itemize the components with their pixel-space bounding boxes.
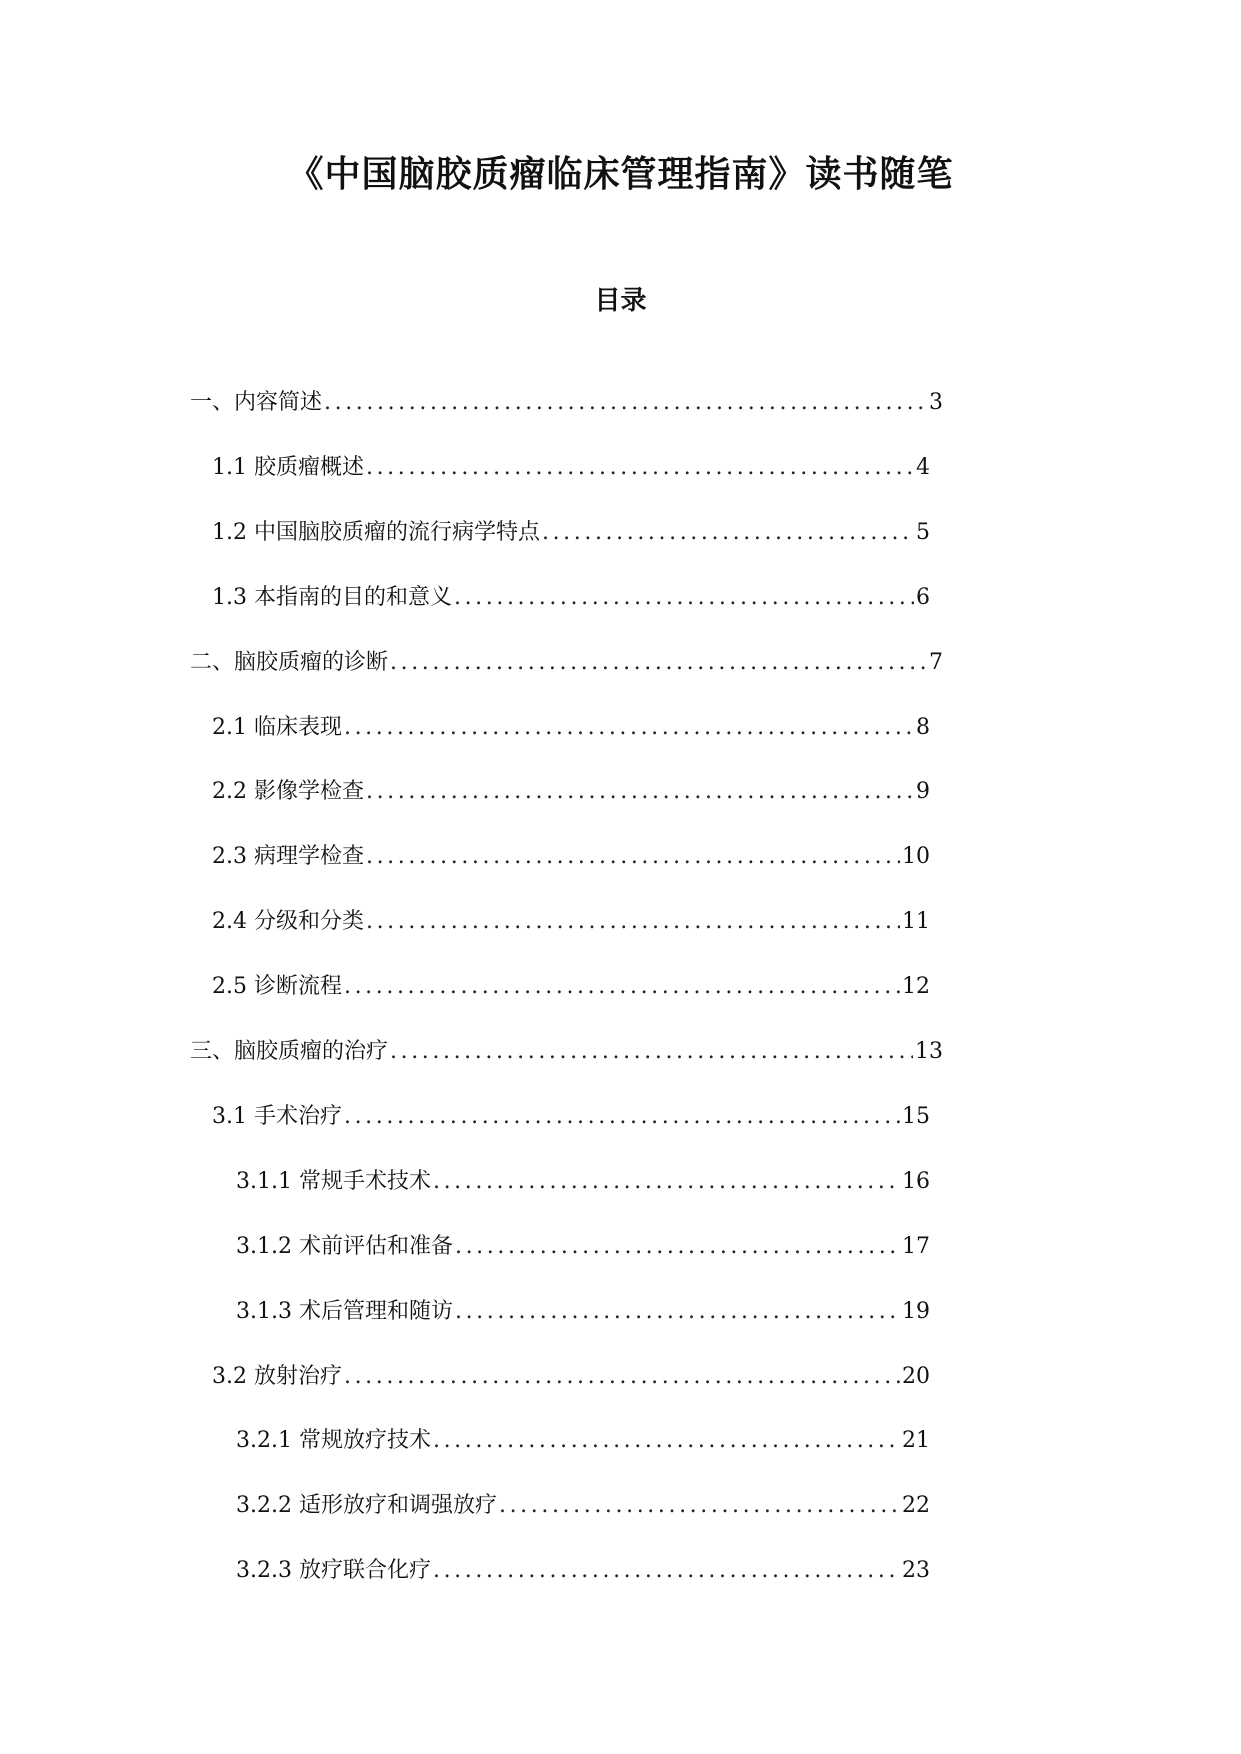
toc-entry-page-number: 21 <box>902 1428 930 1453</box>
toc-entry-page-number: 19 <box>902 1299 930 1324</box>
toc-entry[interactable] <box>236 1426 930 1456</box>
toc-dot-leader <box>344 713 914 743</box>
toc-entry-label: 二、脑胶质瘤的诊断 <box>190 650 389 675</box>
toc-entry[interactable] <box>212 1362 930 1392</box>
document-title: 《中国脑胶质瘤临床管理指南》读书随笔 <box>287 154 954 195</box>
toc-dot-leader <box>366 777 914 807</box>
toc-entry[interactable] <box>212 583 930 613</box>
toc-entry-label: 三、脑胶质瘤的治疗 <box>190 1039 389 1064</box>
toc-entry-label: 3.1.1 常规手术技术 <box>236 1169 431 1194</box>
toc-entry[interactable] <box>212 842 930 872</box>
toc-dot-leader <box>499 1491 900 1521</box>
toc-entry[interactable] <box>236 1297 930 1327</box>
toc-entry-label: 2.2 影像学检查 <box>212 779 364 804</box>
toc-dot-leader <box>454 583 914 613</box>
toc-entry-label: 2.1 临床表现 <box>212 715 342 740</box>
toc-entry-label: 2.3 病理学检查 <box>212 844 364 869</box>
toc-dot-leader <box>344 1102 900 1132</box>
toc-entry[interactable] <box>212 972 930 1002</box>
toc-dot-leader <box>390 1037 913 1067</box>
toc-entry-label: 2.5 诊断流程 <box>212 974 342 999</box>
toc-entry[interactable] <box>236 1167 930 1197</box>
toc-dot-leader <box>542 518 914 548</box>
toc-entry-label: 3.2 放射治疗 <box>212 1364 342 1389</box>
toc-dot-leader <box>433 1167 900 1197</box>
toc-entry-page-number: 9 <box>916 779 930 804</box>
toc-entry-page-number: 16 <box>902 1169 930 1194</box>
toc-entry-page-number: 4 <box>916 455 930 480</box>
toc-entry-page-number: 23 <box>902 1558 930 1583</box>
toc-dot-leader <box>366 842 900 872</box>
toc-entry[interactable] <box>236 1232 930 1262</box>
toc-dot-leader <box>324 388 927 418</box>
toc-entry-label: 1.3 本指南的目的和意义 <box>212 585 452 610</box>
toc-dot-leader <box>390 648 927 678</box>
toc-entry[interactable] <box>212 907 930 937</box>
toc-entry-label: 1.1 胶质瘤概述 <box>212 455 364 480</box>
toc-entry-page-number: 10 <box>902 844 930 869</box>
toc-entry-page-number: 6 <box>916 585 930 610</box>
toc-entry[interactable] <box>212 777 930 807</box>
toc-entry[interactable] <box>190 648 943 678</box>
toc-entry[interactable] <box>236 1491 930 1521</box>
toc-entry-label: 2.4 分级和分类 <box>212 909 364 934</box>
toc-entry-page-number: 22 <box>902 1493 930 1518</box>
toc-entry-label: 3.1.3 术后管理和随访 <box>236 1299 453 1324</box>
toc-dot-leader <box>433 1426 900 1456</box>
toc-heading: 目录 <box>594 286 647 316</box>
toc-entry-page-number: 20 <box>902 1364 930 1389</box>
toc-dot-leader <box>344 1362 900 1392</box>
toc-dot-leader <box>433 1556 900 1586</box>
toc-dot-leader <box>455 1232 900 1262</box>
toc-entry-label: 1.2 中国脑胶质瘤的流行病学特点 <box>212 520 540 545</box>
toc-entry-page-number: 3 <box>929 390 943 415</box>
toc-entry-label: 3.2.3 放疗联合化疗 <box>236 1558 431 1583</box>
toc-entry[interactable] <box>212 453 930 483</box>
toc-entry[interactable] <box>212 1102 930 1132</box>
toc-entry[interactable] <box>212 713 930 743</box>
toc-entry-page-number: 7 <box>929 650 943 675</box>
toc-dot-leader <box>344 972 900 1002</box>
toc-dot-leader <box>366 907 900 937</box>
toc-entry-page-number: 5 <box>916 520 930 545</box>
toc-entry[interactable] <box>190 1037 943 1067</box>
toc-entry-label: 3.1 手术治疗 <box>212 1104 342 1129</box>
toc-dot-leader <box>455 1297 900 1327</box>
toc-entry[interactable] <box>190 388 943 418</box>
toc-entry-page-number: 8 <box>916 715 930 740</box>
toc-entry[interactable] <box>212 518 930 548</box>
toc-entry-label: 3.2.1 常规放疗技术 <box>236 1428 431 1453</box>
toc-entry-page-number: 11 <box>902 909 930 934</box>
toc-entry-label: 3.1.2 术前评估和准备 <box>236 1234 453 1259</box>
toc-entry-label: 一、内容简述 <box>190 390 323 415</box>
toc-entry-page-number: 17 <box>902 1234 930 1259</box>
toc-entry[interactable] <box>236 1556 930 1586</box>
toc-entry-page-number: 15 <box>902 1104 930 1129</box>
toc-entry-page-number: 12 <box>902 974 930 999</box>
toc-entry-page-number: 13 <box>915 1039 943 1064</box>
toc-dot-leader <box>366 453 914 483</box>
toc-entry-label: 3.2.2 适形放疗和调强放疗 <box>236 1493 497 1518</box>
